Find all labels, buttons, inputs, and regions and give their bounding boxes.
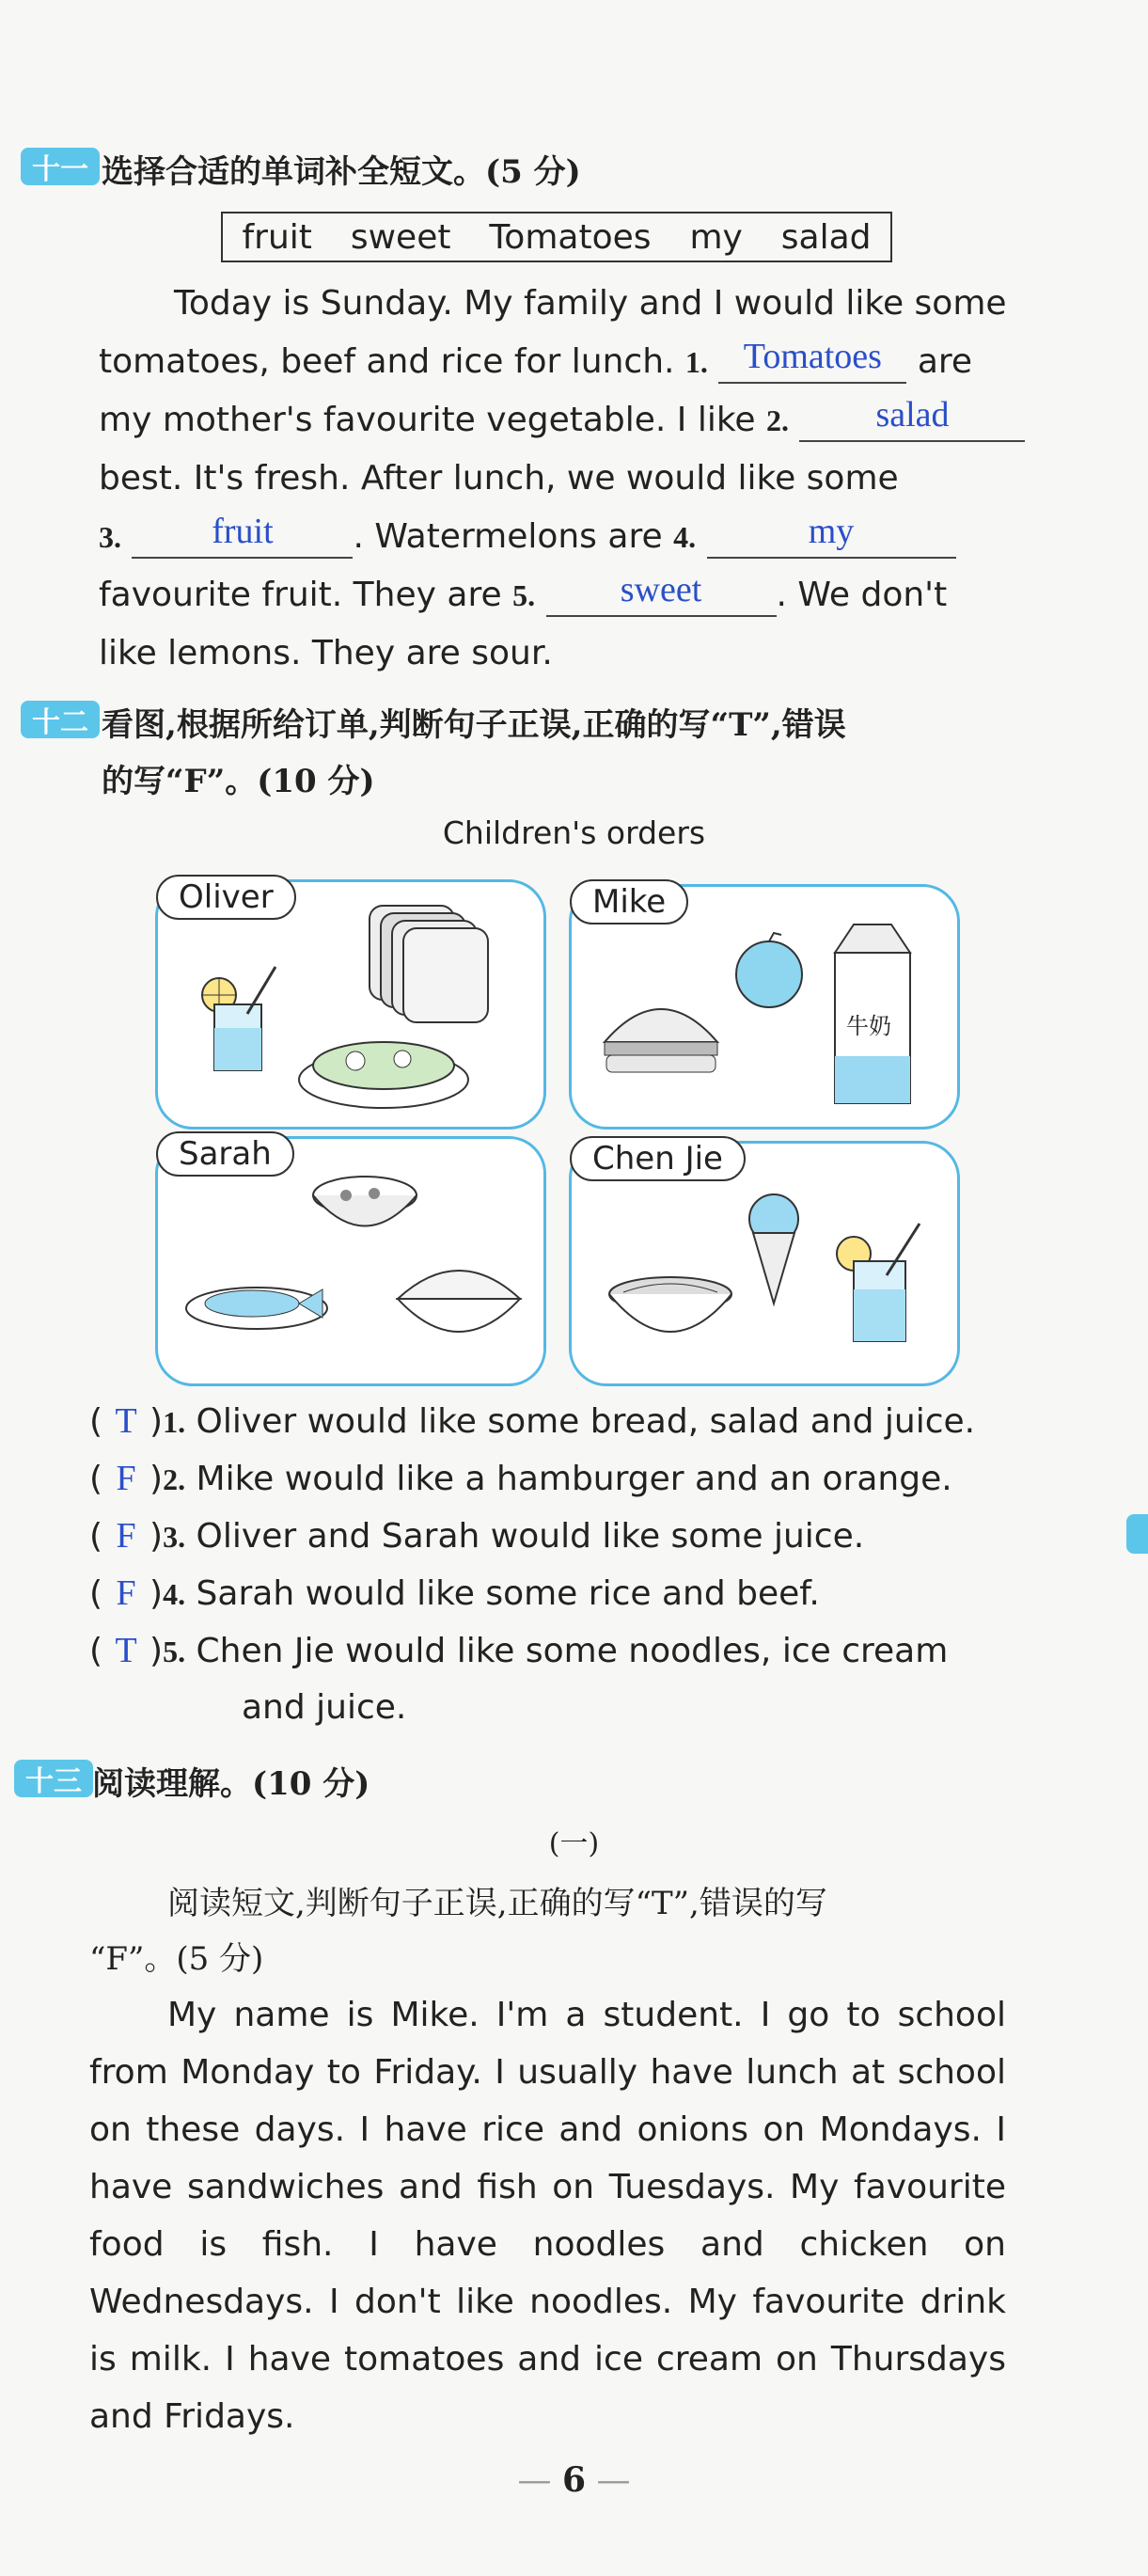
answer-4: my (808, 512, 855, 551)
word-bank-item: fruit (242, 217, 312, 257)
word-bank-item: sweet (350, 217, 451, 257)
instruction-line-1: 阅读短文,判断句子正误,正确的写“T”,错误的写 (167, 1885, 827, 1922)
word-bank (221, 212, 892, 262)
panel-name-chen-jie: Chen Jie (570, 1136, 746, 1181)
blank-2[interactable] (799, 395, 1025, 442)
blank-4[interactable] (707, 512, 956, 559)
item-number: 1. (163, 1405, 186, 1439)
tf-item-1: ( T )1. Oliver would like some bread, salad and juice. (89, 1401, 976, 1441)
panel-name-oliver: Oliver (156, 875, 296, 920)
passage-line-3 (99, 395, 1025, 442)
blank-3[interactable] (132, 512, 353, 559)
tf-answer[interactable]: T (115, 1631, 137, 1670)
tf-answer[interactable]: F (116, 1573, 136, 1613)
order-panel-sarah (155, 1136, 546, 1386)
order-panel-chen-jie (569, 1141, 960, 1386)
text: . Watermelons are (353, 517, 663, 556)
page-footer: — 6 — (517, 2460, 631, 2500)
answer-5: sweet (620, 570, 702, 609)
hamburger-icon (605, 1009, 717, 1072)
section-13-badge: 十三 (14, 1760, 93, 1797)
passage-line-1: Today is Sunday. My family and I would like some (174, 284, 1007, 323)
reading-passage: My name is Mike. I'm a student. I go to school from Monday to Friday. I usually have lunch at school on these days. I have rice and onions on Mondays. I have sandwiches and fish on Tuesdays. My favourite food is fish. I have noodles and chicken on Wednesdays. I don't like noodles. My favourite drink is milk. I have tomatoes and ice cream on Thursdays and Fridays. (89, 1996, 1006, 2436)
tf-item-3: ( F )3. Oliver and Sarah would like some juice. (89, 1516, 865, 1556)
orders-caption: Children's orders (442, 814, 706, 851)
word-bank-item: Tomatoes (489, 217, 652, 257)
panel-name-sarah: Sarah (156, 1131, 294, 1177)
juice-glass-icon (837, 1224, 920, 1341)
ice-cream-icon (749, 1194, 798, 1304)
item-number: 2. (163, 1462, 186, 1496)
item-number: 4. (163, 1577, 186, 1611)
text: . We don't (776, 576, 948, 614)
blank-5[interactable] (546, 570, 777, 617)
blank-1[interactable] (718, 337, 906, 384)
text: favourite fruit. They are (99, 576, 502, 614)
noodles-icon (609, 1277, 731, 1332)
orange-icon (736, 933, 802, 1007)
passage-line-7: like lemons. They are sour. (99, 634, 553, 672)
juice-glass-icon (202, 967, 275, 1070)
section-13-title: 阅读理解。(10 分) (92, 1765, 370, 1803)
order-panel-oliver (155, 879, 546, 1130)
item-text: Oliver would like some bread, salad and juice. (196, 1402, 976, 1441)
instruction-line-2: “F”。(5 分) (89, 1940, 264, 1978)
edge-tab-marker (1126, 1514, 1148, 1554)
item-number: 3. (163, 1520, 186, 1554)
item-text: Chen Jie would like some noodles, ice cream (196, 1632, 949, 1670)
tf-item-5: ( T )5. Chen Jie would like some noodles, ice cream (89, 1631, 949, 1670)
answer-2: salad (875, 395, 950, 435)
item-text: Sarah would like some rice and beef. (196, 1574, 820, 1613)
blank-number: 2. (766, 403, 790, 437)
section-12-title-line-1: 看图,根据所给订单,判断句子正误,正确的写“T”,错误 (102, 706, 846, 744)
section-12-title-line-2: 的写“F”。(10 分) (102, 763, 375, 800)
passage-line-6 (99, 570, 948, 617)
tf-answer[interactable]: T (115, 1401, 137, 1441)
blank-number: 4. (673, 520, 697, 554)
word-bank-item: salad (780, 217, 872, 257)
word-bank-item: my (689, 217, 743, 257)
section-12-badge: 十二 (21, 701, 100, 738)
text: my mother's favourite vegetable. I like (99, 401, 756, 439)
tf-answer[interactable]: F (116, 1459, 136, 1498)
tf-answer[interactable]: F (116, 1516, 136, 1556)
blank-number: 1. (684, 345, 708, 379)
tf-item-4: ( F )4. Sarah would like some rice and beef. (89, 1573, 820, 1613)
item-text: Oliver and Sarah would like some juice. (196, 1517, 865, 1556)
tf-item-2: ( F )2. Mike would like a hamburger and an orange. (89, 1459, 952, 1498)
item-number: 5. (163, 1635, 186, 1668)
text: tomatoes, beef and rice for lunch. (99, 342, 675, 381)
rice-bowl-icon (398, 1271, 520, 1332)
section-11-badge: 十一 (21, 148, 100, 185)
section-11-title: 选择合适的单词补全短文。(5 分) (102, 153, 581, 191)
bread-icon (370, 906, 488, 1022)
panel-name-mike: Mike (570, 879, 688, 925)
page-number: 6 (561, 2460, 587, 2500)
milk-carton-label: 牛奶 (846, 1013, 891, 1039)
tf-item-5-continued: and juice. (242, 1688, 407, 1727)
order-panel-mike (569, 884, 960, 1130)
answer-1: Tomatoes (743, 337, 882, 376)
passage-line-4: best. It's fresh. After lunch, we would like some (99, 459, 899, 498)
passage-line-2 (99, 337, 973, 384)
salad-icon (299, 1042, 468, 1108)
answer-3: fruit (212, 512, 274, 551)
soup-icon (313, 1177, 417, 1226)
text: are (917, 342, 973, 381)
item-text: Mike would like a hamburger and an orange. (196, 1460, 952, 1498)
blank-number: 5. (512, 578, 536, 612)
passage-line-5 (99, 512, 956, 559)
blank-number: 3. (99, 520, 121, 554)
fish-icon (186, 1288, 327, 1329)
subsection-label: (一) (548, 1827, 600, 1860)
